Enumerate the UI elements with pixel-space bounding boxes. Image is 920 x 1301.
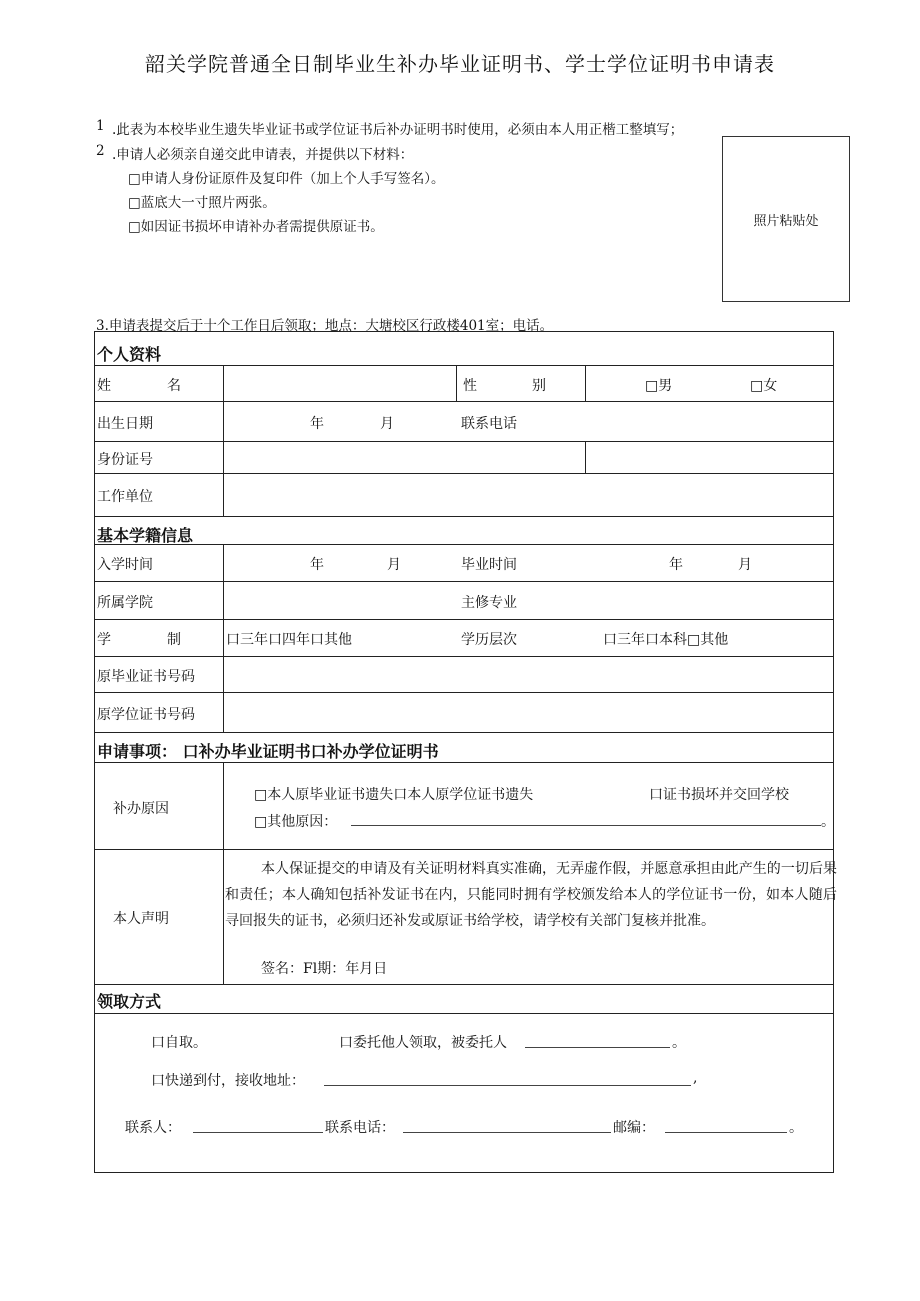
section-academic-info: 基本学籍信息 [97, 526, 194, 545]
enroll-year-unit: 年 [310, 557, 324, 573]
reason-other-option[interactable]: □其他原因： [254, 814, 338, 830]
major-label: 主修专业 [461, 595, 517, 611]
original-diploma-number-input[interactable] [229, 660, 829, 688]
reason-label: 补办原因 [113, 801, 169, 817]
declaration-label: 本人声明 [113, 911, 169, 927]
gender-label-2: 别 [532, 378, 546, 394]
section-personal-info: 个人资料 [97, 345, 162, 364]
work-unit-input[interactable] [229, 478, 829, 512]
proxy-end: 。 [672, 1035, 686, 1051]
original-diploma-number-label: 原毕业证书号码 [97, 669, 195, 685]
signature-date-line[interactable]: 签名：Fl期：年月日 [261, 961, 388, 977]
note-3: 3.申请表提交后于十个工作日后领取；地点：大塘校区行政楼401室；电话。 [96, 318, 554, 334]
proxy-name-line[interactable] [525, 1047, 670, 1048]
photo-paste-area [722, 136, 850, 302]
contact-phone-line[interactable] [403, 1132, 611, 1133]
graduation-month-unit: 月 [738, 557, 752, 573]
note-2-number: 2 [96, 143, 105, 159]
id-number-input[interactable] [229, 445, 579, 471]
enroll-date-label: 入学时间 [97, 557, 153, 573]
postcode-end: 。 [789, 1120, 803, 1136]
material-item-id-card: □申请人身份证原件及复印件（加上个人手写签名）。 [128, 171, 445, 187]
application-table [94, 331, 837, 1173]
name-label-2: 名 [167, 378, 181, 394]
reason-other-end: 。 [821, 814, 835, 830]
graduation-year-unit: 年 [669, 557, 683, 573]
postcode-line[interactable] [665, 1132, 787, 1133]
work-unit-label: 工作单位 [97, 489, 153, 505]
reason-damaged-option[interactable]: 口证书损坏并交回学校 [649, 787, 789, 803]
study-length-label-1: 学 [97, 632, 111, 648]
gender-male-checkbox[interactable]: □男 [645, 378, 673, 394]
education-level-options[interactable]: 口三年口本科□其他 [603, 632, 729, 648]
name-label-1: 姓 [97, 378, 111, 394]
study-length-options[interactable]: 口三年口四年口其他 [226, 632, 352, 648]
reason-lost-options[interactable]: □本人原毕业证书遗失口本人原学位证书遗失 [254, 787, 534, 803]
birth-month-unit: 月 [380, 416, 394, 432]
graduation-date-label: 毕业时间 [461, 557, 517, 573]
section-collection-method: 领取方式 [97, 992, 162, 1011]
original-degree-number-label: 原学位证书号码 [97, 707, 195, 723]
study-length-label-2: 制 [167, 632, 181, 648]
express-end: , [693, 1070, 698, 1086]
photo-paste-label: 照片粘贴处 [753, 213, 819, 229]
birth-date-label: 出生日期 [97, 416, 153, 432]
note-1-number: 1 [96, 118, 105, 134]
original-degree-number-input[interactable] [229, 696, 829, 728]
birth-year-unit: 年 [310, 416, 324, 432]
name-input[interactable] [229, 368, 449, 398]
enroll-month-unit: 月 [387, 557, 401, 573]
contact-phone-label: 联系电话： [325, 1120, 395, 1136]
contact-person-line[interactable] [193, 1132, 323, 1133]
id-number-label: 身份证号 [97, 452, 153, 468]
phone-input[interactable] [535, 406, 825, 436]
phone-label: 联系电话 [461, 416, 517, 432]
collect-self-option[interactable]: 口自取。 [151, 1035, 207, 1051]
declaration-text: 本人保证提交的申请及有关证明材料真实准确，无弄虚作假，并愿意承担由此产生的一切后果和责任；本人确知包括补发证书在内，只能同时拥有学校颁发给本人的学位证书一份，如本人随后寻回报失的证书，必须归还补发或原证书给学校，请学校有关部门复核并批准。 [225, 861, 837, 929]
material-item-original: □如因证书损坏申请补办者需提供原证书。 [128, 219, 384, 235]
contact-person-label: 联系人： [125, 1120, 181, 1136]
gender-female-checkbox[interactable]: □女 [750, 378, 778, 394]
collect-proxy-option[interactable]: 口委托他人领取，被委托人 [339, 1035, 507, 1051]
college-label: 所属学院 [97, 595, 153, 611]
gender-label-1: 性 [463, 378, 477, 394]
material-item-photo: □蓝底大一寸照片两张。 [128, 195, 276, 211]
reason-other-line[interactable] [351, 825, 821, 826]
note-1: .此表为本校毕业生遗失毕业证书或学位证书后补办证明书时使用，必须由本人用正楷工整填写； [112, 122, 684, 138]
express-address-line[interactable] [324, 1085, 691, 1086]
education-level-label: 学历层次 [461, 632, 517, 648]
collect-express-option[interactable]: 口快递到付，接收地址： [151, 1073, 305, 1089]
note-2: .申请人必须亲自递交此申请表，并提供以下材料： [112, 147, 414, 163]
form-title: 韶关学院普通全日制毕业生补办毕业证明书、学士学位证明书申请表 [145, 52, 775, 76]
postcode-label: 邮编： [613, 1120, 655, 1136]
section-request-items[interactable]: 申请事项： 口补办毕业证明书口补办学位证明书 [97, 742, 439, 761]
